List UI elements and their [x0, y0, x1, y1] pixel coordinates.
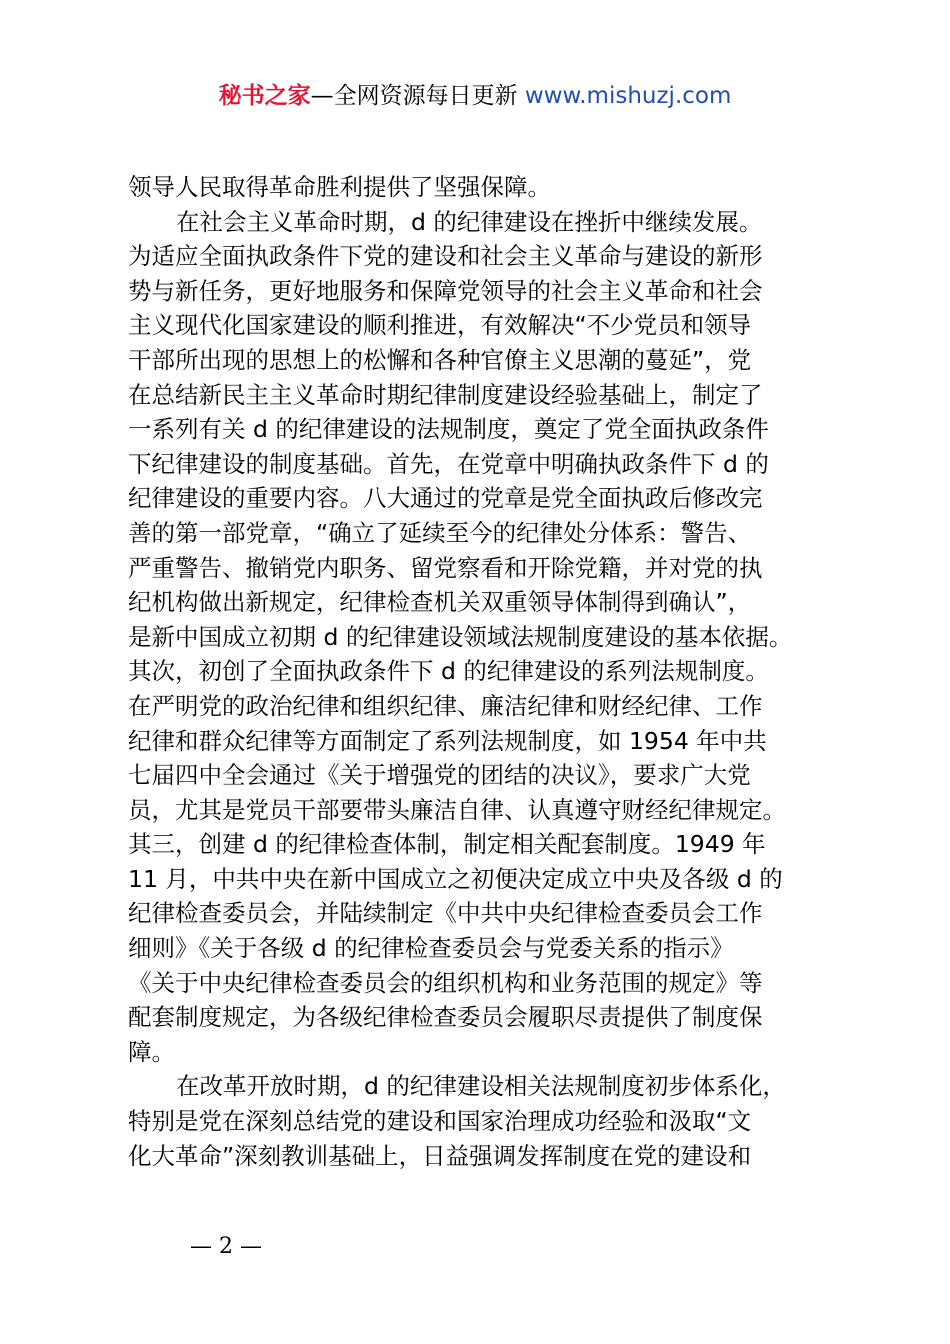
text-line: 主义现代化国家建设的顺利推进，有效解决“不少党员和领导: [128, 311, 752, 340]
text-line: 特别是党在深刻总结党的建设和国家治理成功经验和汲取“文: [128, 1107, 752, 1136]
paragraph-start-line: 在改革开放时期，d 的纪律建设相关法规制度初步体系化，: [176, 1072, 786, 1101]
text-line: 在总结新民主主义革命时期纪律制度建设经验基础上，制定了: [128, 380, 763, 409]
page-header: [0, 80, 950, 112]
text-line: 11 月，中共中央在新中国成立之初便决定成立中央及各级 d 的: [128, 864, 783, 893]
text-line: 纪律检查委员会，并陆续制定《中共中央纪律检查委员会工作: [128, 899, 763, 928]
text-line: 障。: [128, 1037, 175, 1066]
text-line: 配套制度规定，为各级纪律检查委员会履职尽责提供了制度保: [128, 1003, 763, 1032]
text-line: 势与新任务，更好地服务和保障党领导的社会主义革命和社会: [128, 276, 763, 305]
text-line: 干部所出现的思想上的松懈和各种官僚主义思潮的蔓延”，党: [128, 345, 752, 374]
body-text: [128, 170, 858, 1173]
text-line: 领导人民取得革命胜利提供了坚强保障。: [128, 173, 551, 201]
text-line: 为适应全面执政条件下党的建设和社会主义革命与建设的新形: [128, 242, 763, 271]
text-line: 纪律和群众纪律等方面制定了系列法规制度，如 1954 年中共: [128, 726, 767, 755]
text-line: 《关于中央纪律检查委员会的组织机构和业务范围的规定》等: [128, 968, 763, 997]
header-brand: 秘书之家: [218, 83, 311, 109]
text-line: 纪律建设的重要内容。八大通过的党章是党全面执政后修改完: [128, 484, 763, 513]
text-line: 七届四中全会通过《关于增强党的团结的决议》，要求广大党: [128, 761, 751, 790]
text-line: 下纪律建设的制度基础。首先，在党章中明确执政条件下 d 的: [128, 449, 769, 478]
text-line: 其三，创建 d 的纪律检查体制，制定相关配套制度。1949 年: [128, 830, 766, 859]
text-line: 善的第一部党章，“确立了延续至今的纪律处分体系：警告、: [128, 518, 752, 547]
text-line: 是新中国成立初期 d 的纪律建设领域法规制度建设的基本依据。: [128, 622, 793, 651]
header-slogan: 全网资源每日更新: [333, 83, 525, 109]
page-number: — 2 —: [190, 1234, 262, 1259]
header-site-link[interactable]: www.mishuzj.com: [524, 83, 732, 109]
text-line: 员，尤其是党员干部要带头廉洁自律、认真遵守财经纪律规定。: [128, 795, 786, 824]
paragraph-start-line: 在社会主义革命时期，d 的纪律建设在挫折中继续发展。: [176, 207, 763, 236]
text-line: 严重警告、撤销党内职务、留党察看和开除党籍，并对党的执: [128, 553, 763, 582]
text-line: 化大革命”深刻教训基础上，日益强调发挥制度在党的建设和: [128, 1141, 752, 1170]
text-line: 其次，初创了全面执政条件下 d 的纪律建设的系列法规制度。: [128, 657, 769, 686]
text-line: 在严明党的政治纪律和组织纪律、廉洁纪律和财经纪律、工作: [128, 691, 763, 720]
text-line: 纪机构做出新规定，纪律检查机关双重领导体制得到确认”，: [128, 588, 752, 617]
text-line: 细则》《关于各级 d 的纪律检查委员会与党委关系的指示》: [128, 934, 734, 963]
text-line: 一系列有关 d 的纪律建设的法规制度，奠定了党全面执政条件: [128, 415, 769, 444]
header-dash: —: [310, 83, 334, 109]
